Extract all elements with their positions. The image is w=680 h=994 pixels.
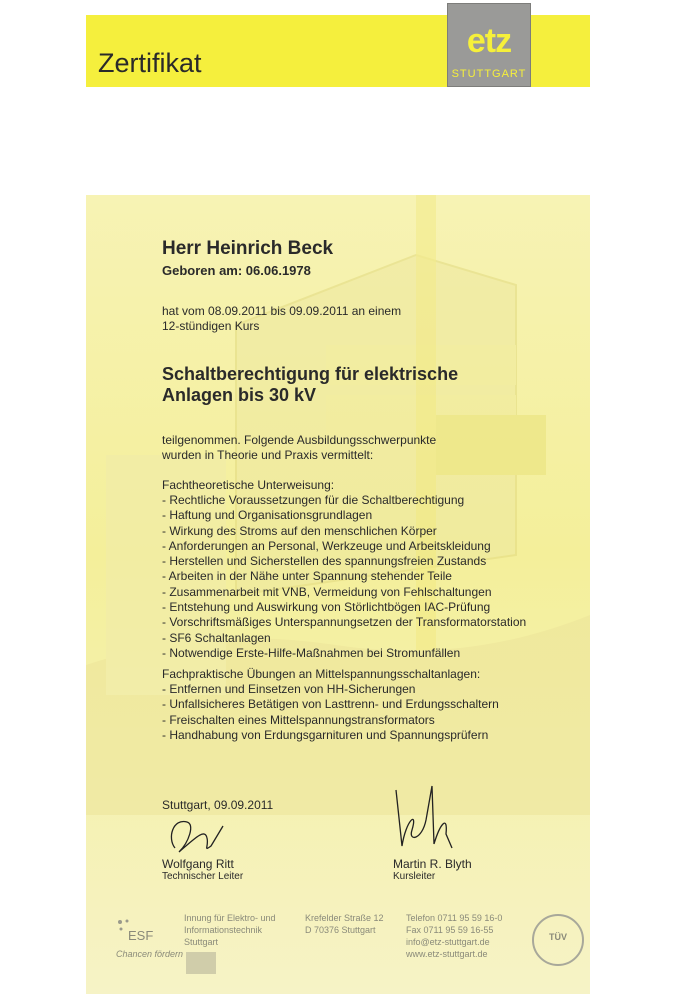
list-item: - Rechtliche Voraussetzungen für die Schaltberechtigung: [162, 493, 465, 507]
signature-blyth: [388, 780, 468, 852]
footer-address: [305, 912, 384, 936]
logo-main-text: etz: [466, 22, 512, 60]
etz-logo: [447, 3, 531, 87]
logo-sub-text: STUTTGART: [451, 68, 527, 80]
footer-org-line: Innung für Elektro- und: [184, 913, 276, 923]
footer-email: info@etz-stuttgart.de: [406, 937, 490, 947]
list-item: - SF6 Schaltanlagen: [162, 630, 271, 645]
list-item: - Anforderungen an Personal, Werkzeuge und Arbeitskleidung: [162, 538, 491, 553]
signer-role-1: Technischer Leiter: [162, 871, 244, 882]
footer-org-line: Stuttgart: [184, 937, 219, 947]
list-item: - Vorschriftsmäßiges Unterspannungsetzen der Transformatorstation: [162, 615, 527, 630]
tuv-seal-icon: [532, 914, 584, 966]
list-item: - Unfallsicheres Betätigen von Lasttrenn- und Erdungsschaltern: [162, 697, 499, 712]
participation-line-2: wurden in Theorie und Praxis vermittelt:: [162, 448, 374, 462]
org-logo: [186, 952, 216, 974]
course-title-line-2: Anlagen bis 30 kV: [162, 385, 317, 405]
footer-contact: [406, 912, 502, 960]
footer-website: www.etz-stuttgart.de: [406, 949, 488, 959]
participation-line-1: teilgenommen. Folgende Ausbildungsschwerpunkte: [162, 433, 437, 447]
recipient-birthdate: Geboren am: 06.06.1978: [162, 263, 311, 278]
list-item: - Herstellen und Sicherstellen des spannungsfreien Zustands: [162, 554, 487, 569]
footer-address-line: D 70376 Stuttgart: [305, 925, 376, 935]
list-item: - Arbeiten in der Nähe unter Spannung stehender Teile: [162, 569, 452, 584]
list-item: - Freischalten eines Mittelspannungstransformators: [162, 712, 435, 727]
footer-fax: Fax 0711 95 59 16-55: [406, 925, 494, 935]
place-date: Stuttgart, 09.09.2011: [162, 798, 274, 812]
list-item: - Handhabung von Erdungsgarnituren und Spannungsprüfern: [162, 727, 489, 742]
esf-stars-icon: [116, 918, 126, 928]
page-title: Zertifikat: [98, 48, 202, 78]
signer-name-2: Martin R. Blyth: [393, 857, 472, 871]
intro-line-2: 12-stündigen Kurs: [162, 319, 260, 333]
list-item: - Entstehung und Auswirkung von Störlichtbögen IAC-Prüfung: [162, 600, 491, 615]
list-item: - Notwendige Erste-Hilfe-Maßnahmen bei Stromunfällen: [162, 645, 461, 660]
recipient-name: Herr Heinrich Beck: [162, 238, 334, 259]
list-item: - Wirkung des Stroms auf den menschlichen Körper: [162, 523, 437, 538]
signer-role-2: Kursleiter: [393, 871, 436, 882]
tuv-seal-text: TÜV: [549, 932, 567, 942]
practice-list: [162, 682, 499, 743]
footer-org: [184, 912, 276, 948]
practice-heading: Fachpraktische Übungen an Mittelspannungsschaltanlagen:: [162, 667, 481, 681]
theory-list: [162, 493, 526, 661]
course-title: [162, 364, 458, 406]
footer-address-line: Krefelder Straße 12: [305, 913, 384, 923]
signer-name-1: Wolfgang Ritt: [162, 857, 234, 871]
signature-ritt: [165, 808, 235, 860]
theory-heading: Fachtheoretische Unterweisung:: [162, 478, 335, 492]
list-item: - Zusammenarbeit mit VNB, Vermeidung von Fehlschaltungen: [162, 584, 492, 599]
list-item: - Entfernen und Einsetzen von HH-Sicherungen: [162, 682, 416, 696]
esf-slogan: Chancen fördern: [116, 949, 184, 959]
intro-line-1: hat vom 08.09.2011 bis 09.09.2011 an einem: [162, 304, 402, 318]
footer-phone: Telefon 0711 95 59 16-0: [406, 913, 503, 923]
course-title-line-1: Schaltberechtigung für elektrische: [162, 364, 459, 384]
list-item: - Haftung und Organisationsgrundlagen: [162, 508, 373, 523]
esf-logo-text: ESF: [128, 928, 154, 943]
footer-org-line: Informationstechnik: [184, 925, 263, 935]
